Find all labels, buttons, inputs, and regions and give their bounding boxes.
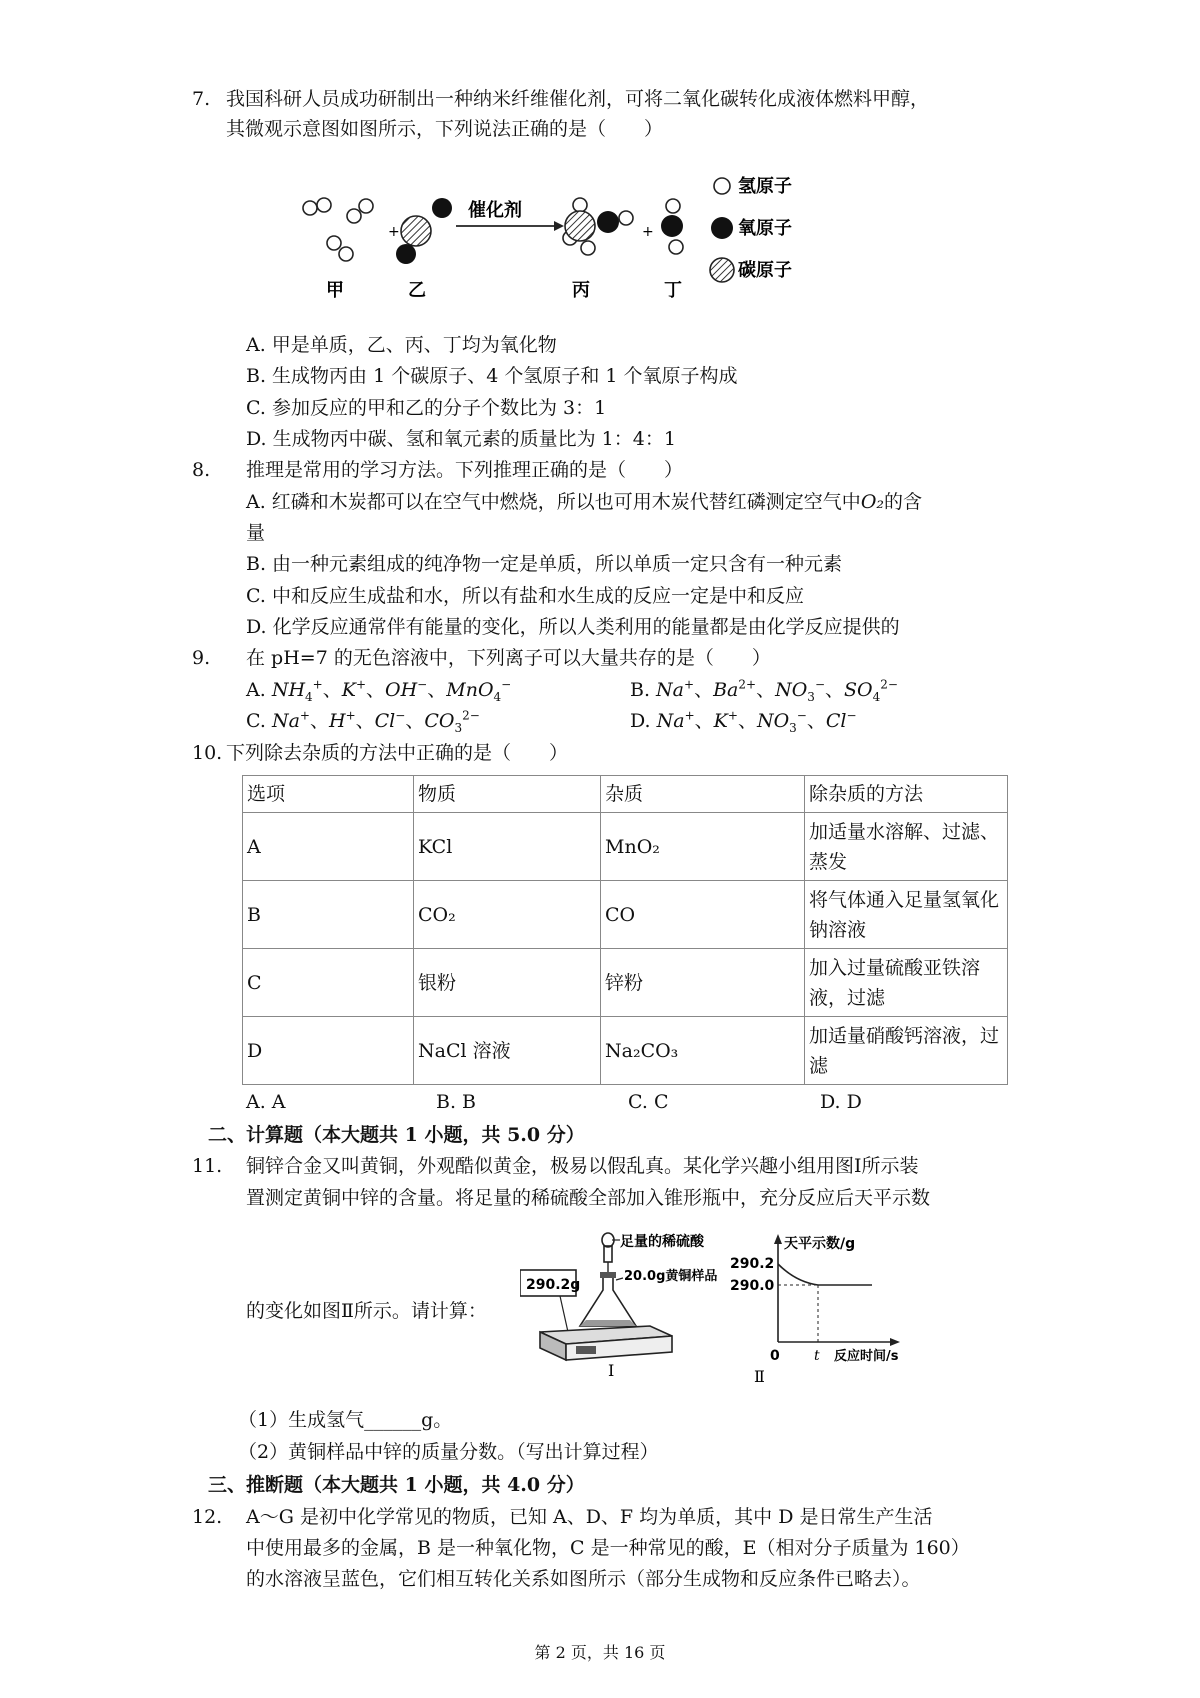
question-7-stem-line2: 其微观示意图如图所示，下列说法正确的是（ ） — [226, 118, 664, 140]
q8-option-c: C. 中和反应生成盐和水，所以有盐和水生成的反应一定是中和反应 — [246, 585, 804, 607]
question-10-stem: 下列除去杂质的方法中正确的是（ ） — [226, 742, 569, 764]
reactant-jia-hydrogen-molecules — [303, 198, 373, 261]
plus-sign: + — [388, 224, 400, 240]
figure-1-caption: Ⅰ — [608, 1361, 615, 1378]
balance-curve — [778, 1264, 872, 1285]
impurity-removal-table — [242, 775, 1008, 1085]
label-ding: 丁 — [664, 280, 682, 301]
page-footer: 第 2 页，共 16 页 — [534, 1643, 666, 1662]
table-cell: Na₂CO₃ — [601, 1017, 805, 1085]
balance-reading: 290.2g — [526, 1277, 581, 1293]
table-header-cell: 选项 — [243, 776, 414, 813]
table-row — [243, 1017, 1008, 1085]
q10-choice-b: B. B — [436, 1091, 477, 1113]
q8-option-a-cont: 量 — [246, 522, 266, 544]
sample-label: 20.0g黄铜样品 — [624, 1269, 718, 1284]
electronic-balance-icon — [540, 1326, 672, 1360]
legend-carbon: 碳原子 — [738, 260, 792, 281]
table-cell: CO₂ — [414, 881, 601, 949]
reactant-yi-co2-molecule — [396, 198, 452, 264]
question-9-stem: 在 pH=7 的无色溶液中，下列离子可以大量共存的是（ ） — [246, 647, 771, 669]
molecule-reaction-diagram — [296, 168, 816, 304]
question-12-number: 12. — [192, 1506, 223, 1528]
y-tick-low: 290.0 — [730, 1278, 775, 1294]
table-row — [243, 949, 1008, 1017]
q8-option-d: D. 化学反应通常伴有能量的变化，所以人类利用的能量都是由化学反应提供的 — [246, 616, 900, 638]
reaction-arrow — [456, 199, 564, 231]
table-cell: MnO₂ — [601, 813, 805, 881]
table-cell: CO — [601, 881, 805, 949]
oxygen-atom-icon — [711, 217, 733, 239]
table-cell: 锌粉 — [601, 949, 805, 1017]
balance-reading-graph — [700, 1232, 932, 1382]
table-cell: 加适量硝酸钙溶液，过滤 — [805, 1017, 1008, 1085]
figure-2-caption: Ⅱ — [754, 1367, 765, 1382]
catalyst-label: 催化剂 — [468, 200, 522, 221]
q9-option-c: C. Na+、H+、Cl−、$CO_3^{2-}$ — [246, 708, 480, 735]
question-7-number: 7. — [192, 88, 211, 110]
table-cell: A — [243, 813, 414, 881]
q7-option-d: D. 生成物丙中碳、氢和氧元素的质量比为 1：4：1 — [246, 428, 676, 450]
q8-option-a — [246, 487, 922, 517]
table-cell: D — [243, 1017, 414, 1085]
q8-option-b: B. 由一种元素组成的纯净物一定是单质，所以单质一定只含有一种元素 — [246, 553, 843, 575]
q11-subquestion-2: （2）黄铜样品中锌的质量分数。（写出计算过程） — [238, 1441, 659, 1463]
x-axis-label: 反应时间/s — [834, 1349, 899, 1364]
q11-subquestion-1: （1）生成氢气______g。 — [238, 1409, 453, 1431]
table-row — [243, 813, 1008, 881]
table-cell: 将气体通入足量氢氧化钠溶液 — [805, 881, 1008, 949]
table-cell: 加入过量硫酸亚铁溶液，过滤 — [805, 949, 1008, 1017]
question-11-stem-line3: 的变化如图Ⅱ所示。请计算： — [246, 1300, 487, 1322]
section-3-heading: 三、推断题（本大题共 1 小题，共 4.0 分） — [208, 1474, 585, 1496]
t-label: t — [814, 1348, 820, 1364]
table-cell: 银粉 — [414, 949, 601, 1017]
question-7-stem-line1: 我国科研人员成功研制出一种纳米纤维催化剂，可将二氧化碳转化成液体燃料甲醇， — [226, 88, 930, 110]
carbon-atom-icon — [710, 258, 734, 282]
atom-legend — [710, 175, 792, 282]
product-ding-water-molecule — [661, 199, 683, 254]
table-row — [243, 881, 1008, 949]
question-10-number: 10. — [192, 742, 223, 764]
q10-choice-d: D. D — [820, 1091, 862, 1113]
q9-option-a: A. $NH_4^+$、K+、OH−、MnO$_4$− — [246, 677, 512, 704]
product-bing-methanol-molecule — [563, 198, 633, 255]
hydrogen-atom-icon — [714, 178, 730, 194]
question-12-stem-line2: 中使用最多的金属，B 是一种氧化物，C 是一种常见的酸，E（相对分子质量为 160） — [246, 1537, 970, 1559]
q7-option-b: B. 生成物丙由 1 个碳原子、4 个氢原子和 1 个氧原子构成 — [246, 365, 738, 387]
q7-option-a: A. 甲是单质，乙、丙、丁均为氧化物 — [246, 334, 557, 356]
question-8-number: 8. — [192, 459, 211, 481]
label-bing: 丙 — [572, 280, 590, 301]
q9-option-d: D. Na+、K+、$NO_3^-$、Cl− — [630, 708, 857, 735]
question-12-stem-line1: A～G 是初中化学常见的物质，已知 A、D、F 均为单质，其中 D 是日常生产生活 — [246, 1506, 933, 1528]
question-9-number: 9. — [192, 647, 211, 669]
table-header-row — [243, 776, 1008, 813]
question-11-number: 11. — [192, 1155, 223, 1177]
y-axis-label: 天平示数/g — [784, 1236, 856, 1252]
table-cell: 加适量水溶解、过滤、蒸发 — [805, 813, 1008, 881]
q10-choice-a: A. A — [246, 1091, 286, 1113]
q7-option-c: C. 参加反应的甲和乙的分子个数比为 3：1 — [246, 397, 607, 419]
table-header-cell: 物质 — [414, 776, 601, 813]
question-8-stem: 推理是常用的学习方法。下列推理正确的是（ ） — [246, 459, 684, 481]
question-11-stem-line1: 铜锌合金又叫黄铜，外观酷似黄金，极易以假乱真。某化学兴趣小组用图Ⅰ所示装 — [246, 1155, 919, 1177]
y-tick-high: 290.2 — [730, 1256, 775, 1272]
label-yi: 乙 — [408, 280, 426, 301]
acid-label: 足量的稀硫酸 — [620, 1234, 704, 1250]
q8-option-a-formula: O₂ — [860, 491, 885, 513]
legend-oxygen: 氧原子 — [738, 218, 792, 239]
section-2-heading: 二、计算题（本大题共 1 小题，共 5.0 分） — [208, 1124, 585, 1146]
table-cell: KCl — [414, 813, 601, 881]
q8-option-a-text: A. 红磷和木炭都可以在空气中燃烧，所以也可用木炭代替红磷测定空气中 — [246, 491, 861, 513]
q8-option-a-text-end: 的含 — [884, 491, 923, 513]
table-header-cell: 杂质 — [601, 776, 805, 813]
q9-option-b: B. Na+、$Ba^{2+}$、$NO_3^-$、$SO_4^{2-}$ — [630, 677, 898, 704]
legend-hydrogen: 氢原子 — [738, 176, 792, 197]
table-cell: B — [243, 881, 414, 949]
table-cell: C — [243, 949, 414, 1017]
question-11-stem-line2: 置测定黄铜中锌的含量。将足量的稀硫酸全部加入锥形瓶中，充分反应后天平示数 — [246, 1187, 931, 1209]
question-12-stem-line3: 的水溶液呈蓝色，它们相互转化关系如图所示（部分生成物和反应条件已略去）。 — [246, 1568, 921, 1590]
table-cell: NaCl 溶液 — [414, 1017, 601, 1085]
q10-choice-c: C. C — [628, 1091, 669, 1113]
plus-sign: + — [642, 224, 654, 240]
table-header-cell: 除杂质的方法 — [805, 776, 1008, 813]
origin-label: 0 — [770, 1348, 780, 1364]
label-jia: 甲 — [326, 280, 344, 301]
